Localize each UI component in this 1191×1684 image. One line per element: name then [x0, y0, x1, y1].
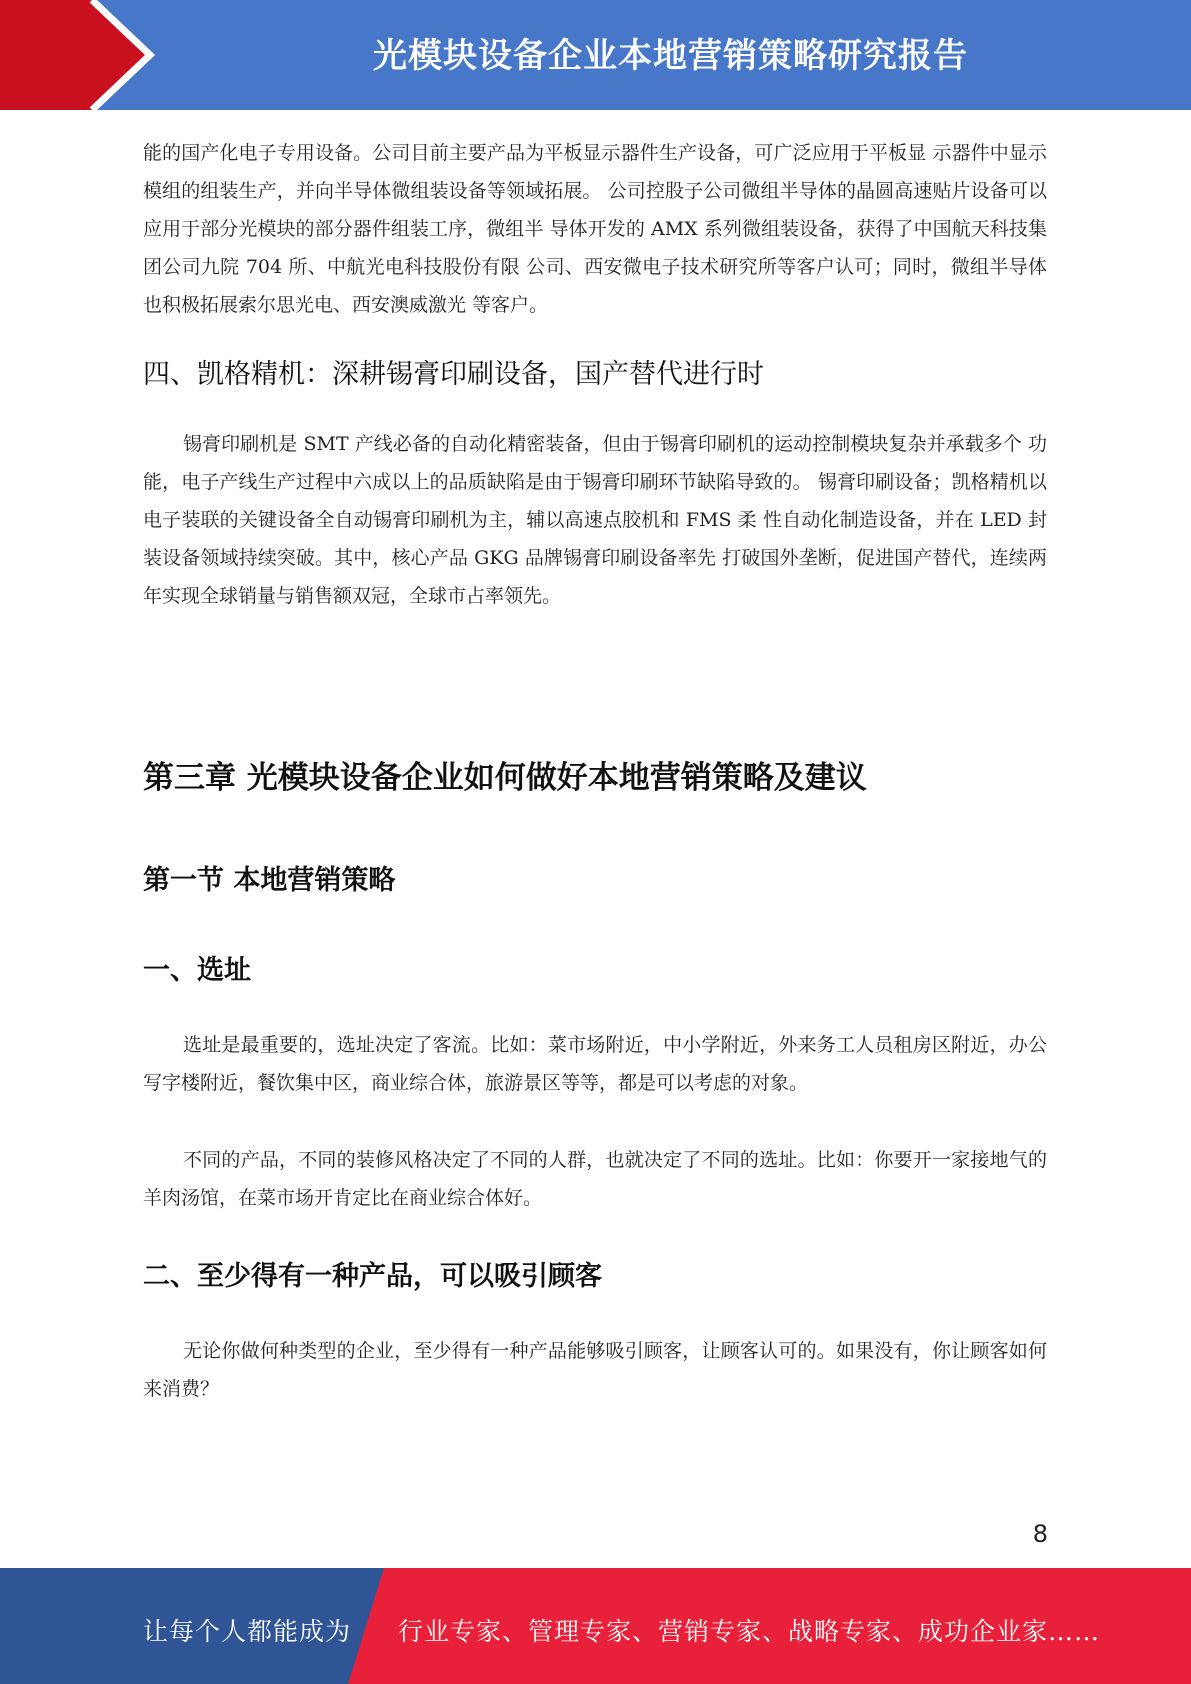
page-footer — [0, 1568, 1191, 1684]
heading-kaige: 四、凯格精机：深耕锡膏印刷设备，国产替代进行时 — [143, 359, 764, 390]
page-header — [0, 0, 1191, 110]
footer-slogan-right: 行业专家、管理专家、营销专家、战略专家、成功企业家…… — [398, 1617, 1101, 1646]
intro-paragraph: 能的国产化电子专用设备。公司目前主要产品为平板显示器件生产设备，可广泛应用于平板显 示器件中显示模组的组装生产，并向半导体微组装设备等领域拓展。 公司控股子公司微组半导体的晶圆高速贴片设备可以应用于部分光模块的部分器件组装工序，微组半 导体开发的 AMX 系列微组装设备，获得了中国航天科技集团公司九院 704 所、中航光电科技股份有限 公司、西安微电子技术研究所等客户认可；同时，微组半导体也积极拓展索尔思光电、西安澳威激光 等客户。 — [143, 142, 1047, 316]
site-paragraph-2: 不同的产品，不同的装修风格决定了不同的人群，也就决定了不同的选址。比如：你要开一家接地气的羊肉汤馆，在菜市场开肯定比在商业综合体好。 — [143, 1149, 1047, 1209]
report-title: 光模块设备企业本地营销策略研究报告 — [373, 36, 968, 76]
heading-attract-product: 二、至少得有一种产品，可以吸引顾客 — [143, 1261, 602, 1292]
site-paragraph-1: 选址是最重要的，选址决定了客流。比如：菜市场附近，中小学附近，外来务工人员租房区附近，办公写字楼附近，餐饮集中区，商业综合体，旅游景区等等，都是可以考虑的对象。 — [143, 1034, 1047, 1094]
kaige-paragraph: 锡膏印刷机是 SMT 产线必备的自动化精密装备，但由于锡膏印刷机的运动控制模块复杂并承载多个 功能，电子产线生产过程中六成以上的品质缺陷是由于锡膏印刷环节缺陷导致的。 锡膏印刷设备；凯格精机以电子装联的关键设备全自动锡膏印刷机为主，辅以高速点胶机和 FMS 柔 性自动化制造设备，并在 LED 封装设备领域持续突破。其中，核心产品 GKG 品牌锡膏印刷设备率先 打破国外垄断，促进国产替代，连续两年实现全球销量与销售额双冠，全球市占率领先。 — [143, 433, 1047, 607]
footer-slogan-left: 让每个人都能成为 — [143, 1617, 352, 1646]
page-number: 8 — [1032, 1520, 1048, 1548]
section-title: 第一节 本地营销策略 — [143, 865, 396, 896]
chapter-title: 第三章 光模块设备企业如何做好本地营销策略及建议 — [143, 760, 867, 796]
heading-site-selection: 一、选址 — [143, 955, 251, 986]
product-paragraph: 无论你做何种类型的企业，至少得有一种产品能够吸引顾客，让顾客认可的。如果没有，你让顾客如何来消费？ — [143, 1340, 1047, 1400]
